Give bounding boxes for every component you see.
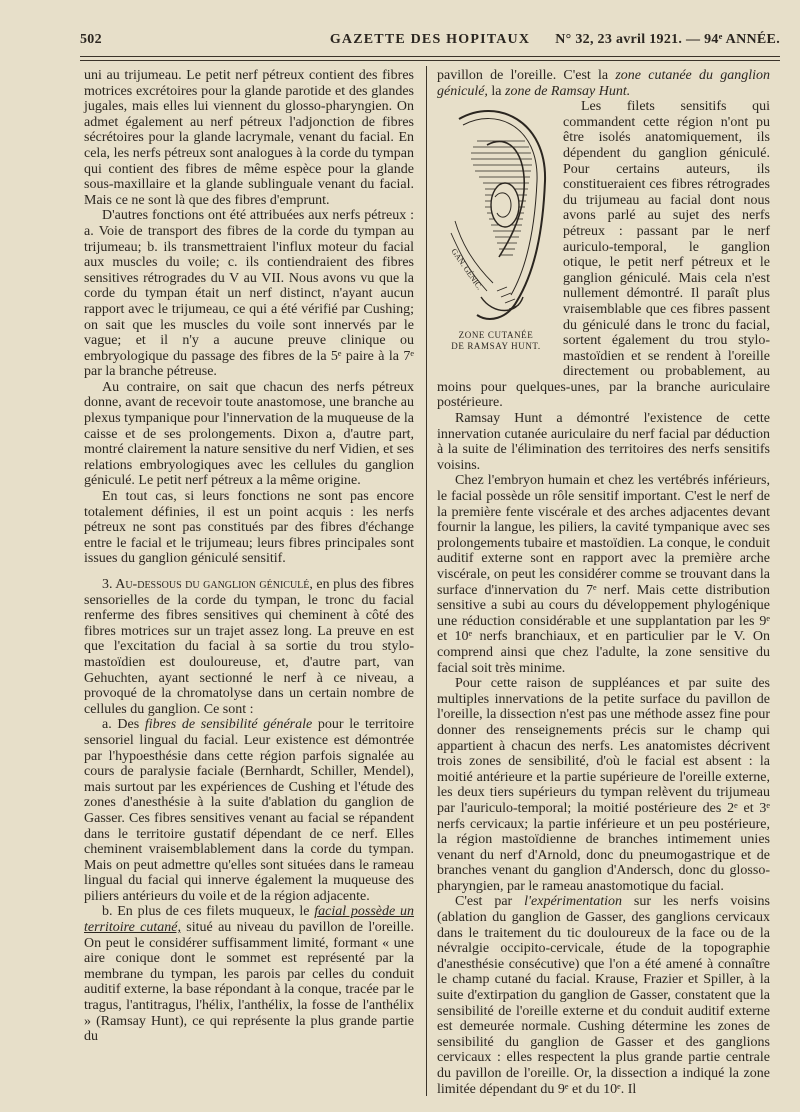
ear-inner-label: GAN. GÉNIC.	[449, 247, 485, 292]
paragraph	[84, 717, 414, 904]
figure-caption	[437, 330, 555, 352]
paragraph: Les filets sensitifs qui commandent cette région n'ont pu être isolés anatomiquement, ils dépendent du ganglion géniculé. Pour certains auteurs, ils constitueraient ces fibres rétrogrades du trijumeau au facial dont nous avons parlé au sujet des nerfs pétreux : passant par le nerf auriculo-temporal, le ganglion otique, le petit nerf pétreux et le ganglion géniculé. Mais cela n'est nullement démontré. Il paraît plus vraisemblable que ces fibres passent du géniculé dans le tronc du facial, sortent également du trou stylo-mastoïdien et se rendent à l'oreille directement ou probablement, au moins pour quelques-unes, par la branche auriculaire postérieure.	[437, 99, 770, 411]
caption-line: ZONE CUTANÉE	[458, 330, 534, 341]
emphasis: l'expérimentation	[524, 894, 622, 910]
paragraph-text: pour le territoire sensoriel lingual du facial. Leur existence est démontrée par l'hypoesthésie dans cette région parfois signalée au cours de paralysie faciale (Bernhardt, Schiller, Mendel), mais surtout par les expériences de Cushing et l'étude des zones d'anesthésie à la suite d'ablation du ganglion de Gasser. Ces fibres sensitives venant au facial se répandent dans le territoire gustatif dépendant de ce nerf. Elles cheminent vraisemblablement dans la corde du tympan. Mais on peut admettre qu'elles sont situées dans le rameau lingual du facial qui innerve également la muqueuse des piliers antérieurs du voile et de la région adjacente.	[84, 717, 414, 904]
paragraph	[84, 904, 414, 1044]
emphasis: facial possède un territoire cutané,	[84, 904, 414, 936]
paragraph: Au contraire, on sait que chacun des nerfs pétreux donne, avant de recevoir toute anastomose, une branche au plexus tympanique pour l'innervation de la muqueuse de la caisse et de ses prolongements. Dixon a, d'autre part, montré clairement la nature sensitive du nerf Vidien, et ses relations embryologiques avec les cellules du ganglion géniculé. Le petit nerf pétreux a la même origine.	[84, 379, 414, 489]
paragraph: uni au trijumeau. Le petit nerf pétreux contient des fibres motrices excrétoires pour la glande parotide et des glandes jugales, mais elles lui viennent du glosso-pharyngien. On admet également au nerf pétreux l'adjonction de fibres sécrétoires pour la glande lacrymale, venant du facial. En cela, les nerfs pétreux sont analogues à la corde du tympan qui contient des fibres de même espèce pour la glande sous-maxillaire et la glande sublinguale venant du facial. Mais ce ne sont là que des fibres d'emprunt.	[84, 68, 414, 208]
column-divider	[426, 66, 427, 1096]
paragraph-lead: a. Des	[102, 717, 145, 733]
page-header	[80, 30, 780, 52]
ear-diagram-icon	[437, 101, 555, 326]
paragraph	[437, 894, 770, 1097]
issue-info: N° 32, 23 avril 1921. — 94ᵉ ANNÉE.	[555, 32, 780, 47]
paragraph: D'autres fonctions ont été attribuées aux nerfs pétreux : a. Voie de transport des fibres de la corde du tympan au trijumeau; b. ils transmettraient l'influx moteur du facial aux muscles du voile; c. ils contiendraient des fibres sensitives rétrogrades du V au VII. Nous avons vu que la corde du tympan était un nerf distinct, n'ayant aucun rapport avec le trijumeau, ce qui a été vérifié par Cushing; on sait que les muscles du voile sont innervés par le vague; et il n'y a aucune preuve clinique ou embryologique du passage des fibres de la 5ᵉ paire à la 7ᵉ par la branche pétreuse.	[84, 208, 414, 380]
left-column	[84, 68, 414, 1045]
section-paragraph	[84, 577, 414, 717]
paragraph: Pour cette raison de suppléances et par suite des multiples innervations de la petite surface du pavillon de l'oreille, la dissection n'est pas une méthode assez fine pour donner des renseignements précis sur le champ qui appartient à chacun des nerfs. Les anatomistes décrivent trois zones de sensibilité, d'où le facial est absent : la moitié antérieure et la partie supérieure de l'oreille externe, les deux tiers supérieurs du tympan relèvent du trijumeau par l'auriculo-temporal; la moitié postérieure des 2ᵉ et 3ᵉ nerfs cervicaux; la partie inférieure et un peu postérieure, la région mastoïdienne de branches intimement unies venant du nerf d'Arnold, donc du pneumogastrique et de branches venant du ganglion d'Andersch, donc du glosso-pharyngien, par le rameau anastomotique du facial.	[437, 676, 770, 894]
emphasis: zone cutanée du ganglion géniculé,	[437, 68, 770, 99]
journal-title: GAZETTE DES HOPITAUX	[329, 32, 531, 47]
emphasis: zone de Ramsay Hunt.	[505, 83, 631, 99]
emphasis: fibres de sensibilité générale	[144, 717, 313, 733]
paragraph-lead: pavillon de l'oreille. C'est la	[437, 68, 616, 83]
header-rule	[80, 56, 780, 57]
paragraph-text: situé au niveau du pavillon de l'oreille. On peut le considérer suffisamment limité, formant « une aire conique dont le sommet est représenté par la membrane du tympan, les parois par celles du conduit auditif externe, la base répondant à la conque, tracée par le tragus, l'antitragus, l'hélix, l'anthélix, la fosse de l'anthélix » (Ramsay Hunt), ce qui représente la plus grande partie du	[84, 920, 414, 1045]
paragraph-lead: b. En plus de ces filets muqueux, le	[102, 904, 315, 920]
paragraph: En tout cas, si leurs fonctions ne sont pas encore totalement définies, il est un point acquis : les nerfs pétreux ne sont pas constitués par des fibres d'échange entre le facial et le trijumeau; leurs fibres principales sont issues du ganglion géniculé sensitif.	[84, 489, 414, 567]
section-heading: 3. Au-dessous du ganglion géniculé,	[102, 577, 313, 592]
paragraph-lead: C'est par	[455, 894, 525, 910]
page-number: 502	[80, 32, 102, 47]
paragraph: Ramsay Hunt a démontré l'existence de cette innervation cutanée auriculaire du nerf facial par déduction à la suite de l'élimination des territoires des nerfs sensitifs voisins.	[437, 411, 770, 473]
paragraph-text: sur les nerfs voisins (ablation du ganglion de Gasser, des ganglions cervicaux dans le traitement du tic douloureux de la face ou de la névralgie occipito-cervicale, étude de la topographie d'anesthésie consécutive) que l'on a été amené à connaître le champ cutané du facial. Krause, Frazier et Spiller, à la suite d'extirpation du ganglion de Gasser, constatent que la sensibilité de l'oreille externe et du conduit auditif externe est demeurée normale. Cushing détermine les zones de sensibilité du ganglion de Gasser et des ganglions cervicaux : elles respectent la plus grande partie centrale du pavillon de l'oreille. Or, la dissection a indiqué la zone limitée dépendant du 9ᵉ et du 10ᵉ. Il	[437, 894, 771, 1097]
header-rule-thin	[80, 60, 780, 61]
caption-line: DE RAMSAY HUNT.	[451, 341, 541, 352]
ear-figure	[437, 101, 555, 363]
paragraph-text: en plus des fibres sensorielles de la corde du tympan, le tronc du facial renferme des fibres sensitives qui cheminent à côté des fibres motrices sur un trajet assez long. La preuve en est que l'excitation du facial à sa sortie du trou stylo-mastoïdien est douloureuse, et, d'autre part, van Gehuchten, ayant sectionné le nerf à ce niveau, a provoqué de la chromatolyse dans un certain nombre de cellules du ganglion. Ce sont :	[84, 577, 414, 717]
paragraph: Chez l'embryon humain et chez les vertébrés inférieurs, le facial possède un rôle sensitif important. C'est le nerf de la première fente viscérale et des arches adjacentes devant fournir la langue, les piliers, la cavité tympanique avec ses prolongements tubaire et mastoïdien. La conque, le conduit auditif externe sont en rapport avec la première arche viscérale, on peut les considérer comme se trouvant dans la surface d'innervation du 7ᵉ nerf. Mais cette distribution sensitive a subi au cours du développement phylogénique une réduction considérable et une supplantation par les 9ᵉ et 10ᵉ nerfs branchiaux, et en particulier par le V. On comprend ainsi que chez l'adulte, la zone sensitive du facial soit très minime.	[437, 473, 770, 676]
right-column	[437, 68, 770, 1097]
paragraph	[437, 68, 770, 99]
paragraph-text: la	[487, 83, 506, 99]
